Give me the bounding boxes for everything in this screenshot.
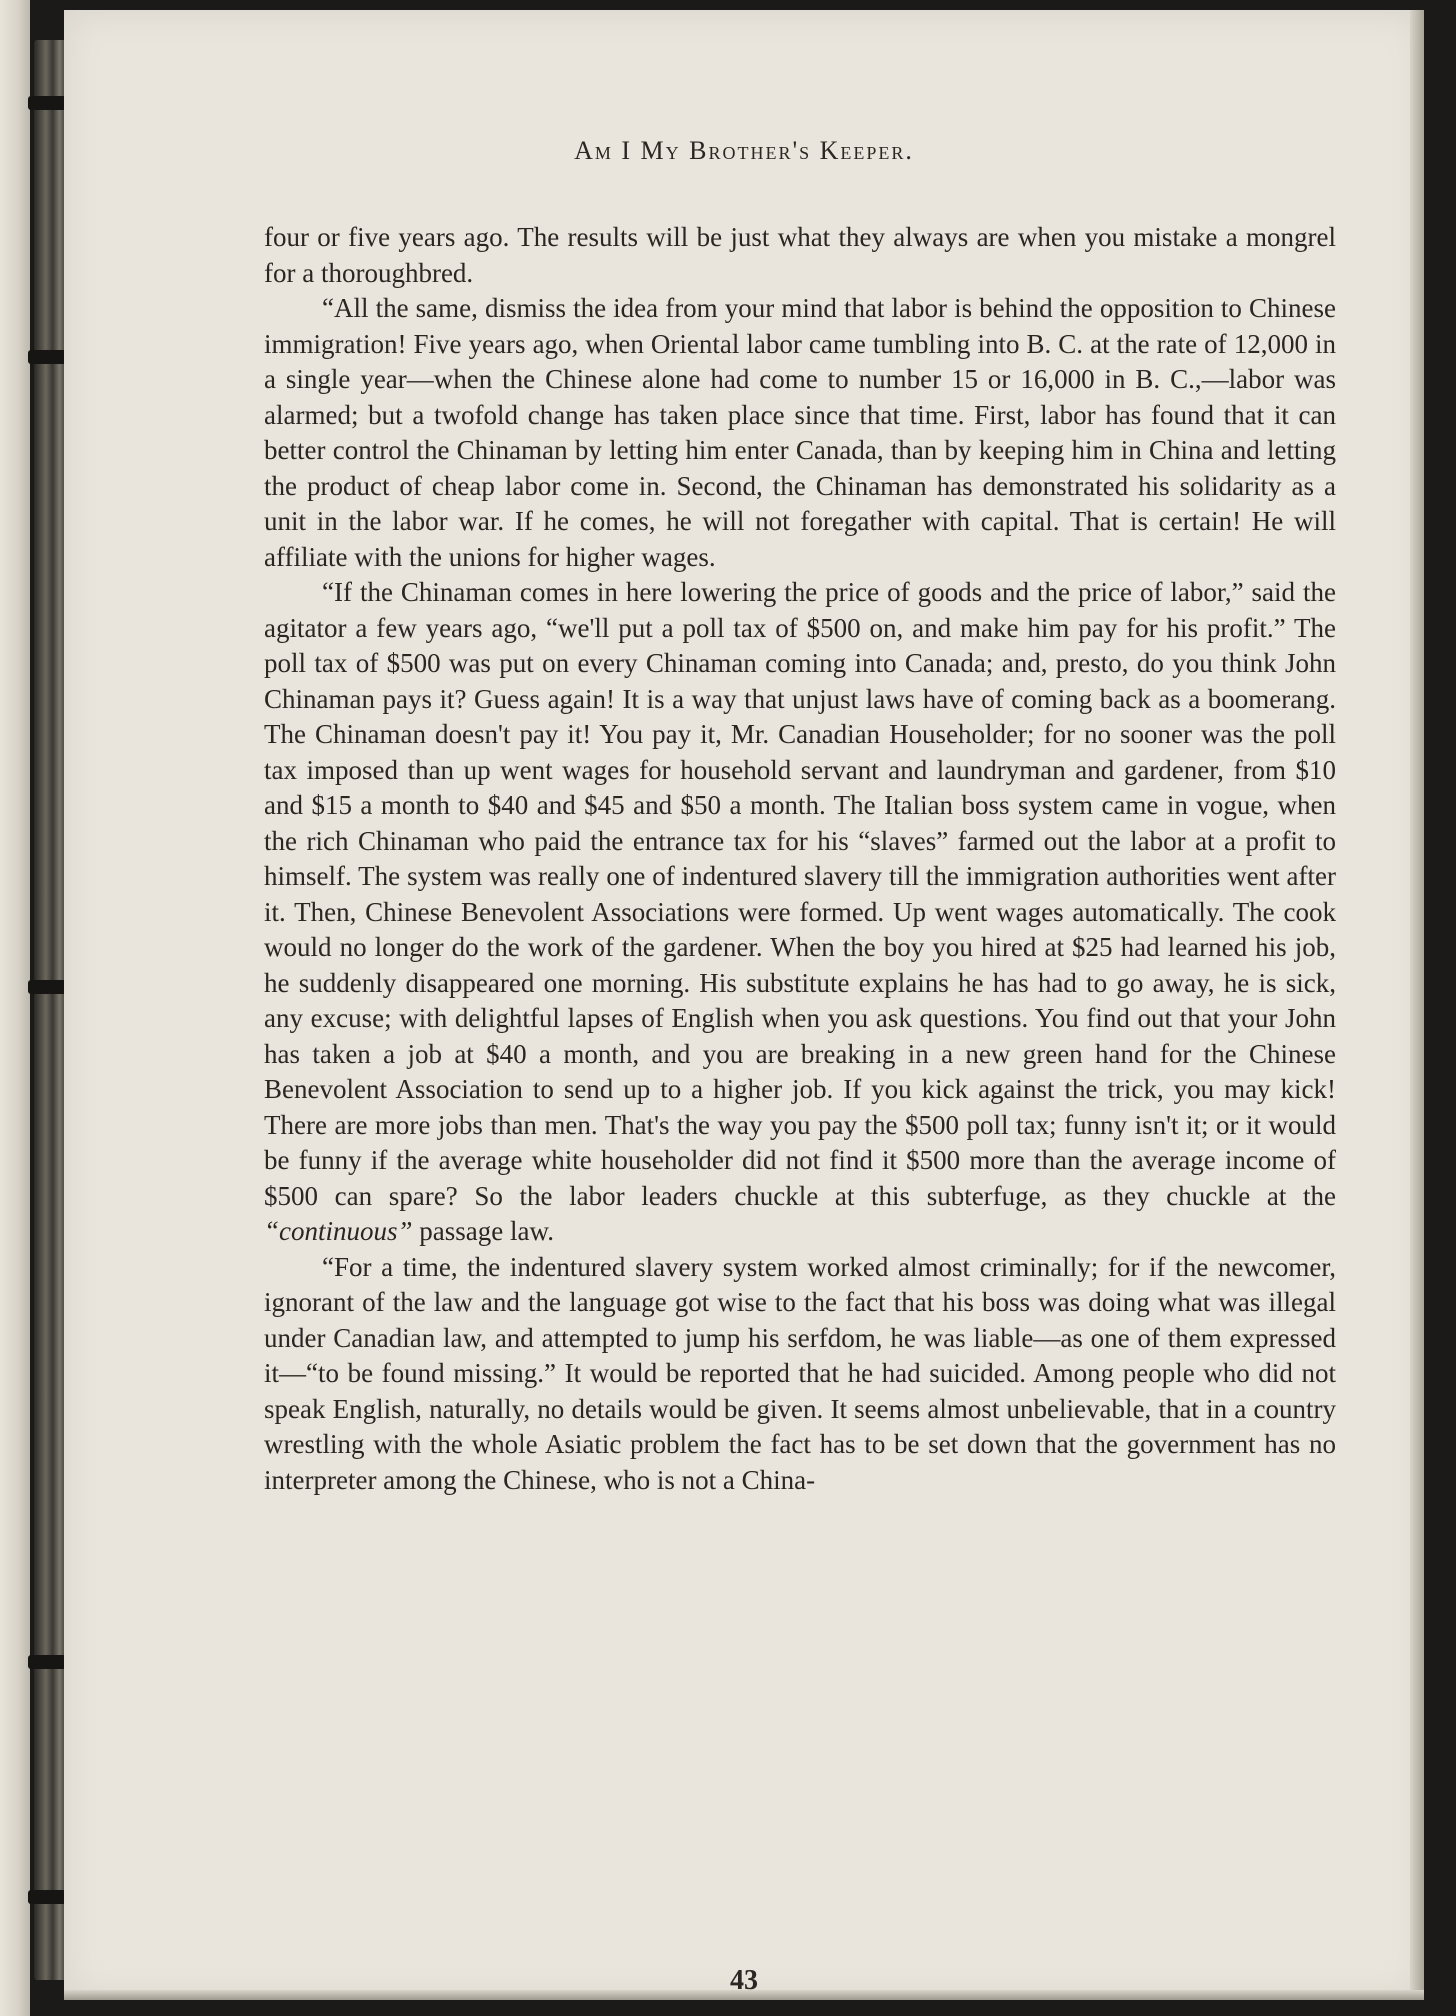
paragraph-4 — [264, 1250, 1336, 1499]
paragraph-text: four or five years ago. The results will be just what they always are when you mistake a mongrel for a thoroughbred. — [264, 222, 1336, 288]
paragraph-1 — [264, 220, 1336, 291]
page-edge-right — [1410, 10, 1424, 2000]
book-binding — [34, 40, 68, 1980]
paragraph-text: “If the Chinaman comes in here lowering the price of goods and the price of labor,” said the agitator a few years ago, “we'll put a poll tax of $500 on, and make him pay for his profit.” The poll tax of $500 was put on every Chinaman coming into Canada; and, presto, do you think John Chinaman pays it? Guess again! It is a way that unjust laws have of coming back as a boomerang. The Chinaman doesn't pay it! You pay it, Mr. Canadian Householder; for no sooner was the poll tax imposed than up went wages for household servant and laundryman and gardener, from $10 and $15 a month to $40 and $45 and $50 a month. The Italian boss system came in vogue, when the rich Chinaman who paid the entrance tax for his “slaves” farmed out the labor at a profit to himself. The system was really one of indentured slavery till the immigration authorities went after it. Then, Chinese Benevolent Associations were formed. Up went wages automatically. The cook would no longer do the work of the gardener. When the boy you hired at $25 had learned his job, he suddenly disappeared one morning. His substitute explains he has had to go away, he is sick, any excuse; with delightful lapses of English when you ask questions. You find out that your John has taken a job at $40 a month, and you are breaking in a new green hand for the Chinese Benevolent Association to send up to a higher job. If you kick against the trick, you may kick! There are more jobs than men. That's the way you pay the $500 poll tax; funny isn't it; or it would be funny if the average white householder did not find it $500 more than the average income of $500 can spare? So the labor leaders chuckle at this subterfuge, as they chuckle at the — [264, 577, 1336, 1211]
page — [64, 10, 1424, 2000]
running-head: Am I My Brother's Keeper. — [574, 136, 914, 165]
body-text — [264, 220, 1336, 1498]
italic-word: “continuous” — [264, 1216, 413, 1246]
paragraph-text-end: passage law. — [412, 1216, 554, 1246]
paragraph-text: “All the same, dismiss the idea from your mind that labor is behind the opposition to Chinese immigration! Five years ago, when Oriental labor came tumbling into B. C. at the rate of 12,000 in a single year—when the Chinese alone had come to number 15 or 16,000 in B. C.,—labor was alarmed; but a twofold change has taken place since that time. First, labor has found that it can better control the Chinaman by letting him enter Canada, than by keeping him in China and letting the product of cheap labor come in. Second, the Chinaman has demonstrated his solidarity as a unit in the labor war. If he comes, he will not foregather with capital. That is certain! He will affiliate with the unions for higher wages. — [264, 293, 1336, 572]
paragraph-3 — [264, 575, 1336, 1250]
paragraph-2 — [264, 291, 1336, 575]
paragraph-text: “For a time, the indentured slavery system worked almost criminally; for if the newcomer, ignorant of the law and the language got wise to the fact that his boss was doing what was illegal under Canadian law, and attempted to jump his serfdom, he was liable—as one of them expressed it—“to be found missing.” It would be reported that he had suicided. Among people who did not speak English, naturally, no details would be given. It seems almost unbelievable, that in a country wrestling with the whole Asiatic problem the fact has to be set down that the government has no interpreter among the Chinese, who is not a China- — [264, 1251, 1336, 1495]
page-number: 43 — [730, 1965, 758, 1996]
facing-page-edge — [0, 0, 30, 2016]
